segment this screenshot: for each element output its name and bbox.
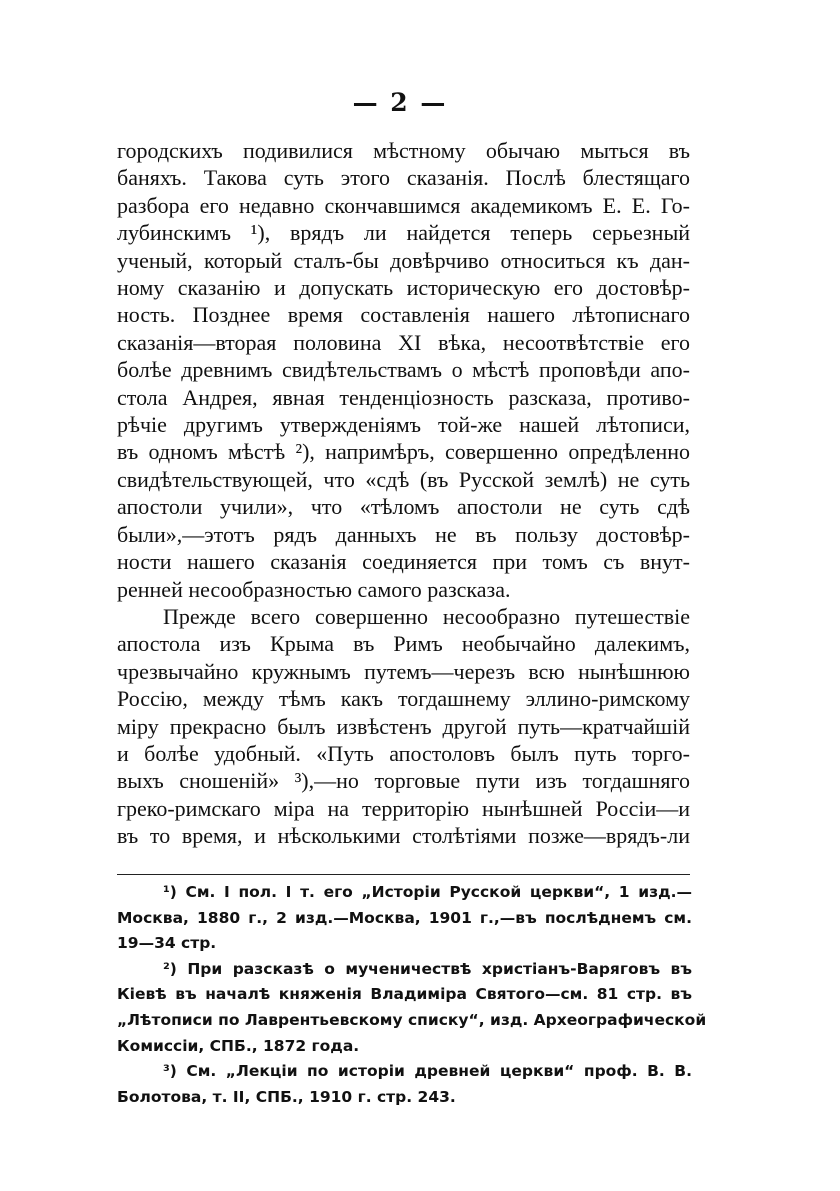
text-line: въ одномъ мѣстѣ ²), напримѣръ, совершенно опредѣленно — [117, 439, 690, 465]
text-line: свидѣтельствующей, что «сдѣ (въ Русской землѣ) не суть — [117, 466, 690, 492]
footnote-line: „Лѣтописи по Лаврентьевскому списку“, изд. Археографической — [117, 1010, 707, 1029]
footnote-divider — [117, 874, 690, 875]
text-line: городскихъ подивилися мѣстному обычаю мыться въ — [117, 138, 690, 163]
text-line: были»,—этотъ рядъ данныхъ не въ пользу достовѣр- — [117, 521, 690, 547]
text-line: ному сказанію и допускать историческую его достовѣр- — [117, 275, 690, 301]
text-line: баняхъ. Такова суть этого сказанія. Послѣ блестящаго — [117, 165, 690, 191]
text-line: выхъ сношеній» ³),—но торговые пути изъ тогдашняго — [117, 768, 690, 794]
text-line: міру прекрасно былъ извѣстенъ другой путь—кратчайшій — [117, 713, 690, 739]
text-line: разбора его недавно скончавшимся академикомъ Е. Е. Го- — [117, 192, 690, 218]
footnote-line: ¹) См. I пол. I т. его „Исторіи Русской церкви“, 1 изд.— — [163, 883, 692, 901]
footnote-line: 19—34 стр. — [117, 934, 217, 953]
page-number: — 2 — — [352, 88, 448, 117]
text-line: лубинскимъ ¹), врядъ ли найдется теперь серьезный — [117, 220, 690, 246]
text-line: апостола изъ Крыма въ Римъ необычайно далекимъ, — [117, 631, 690, 657]
text-line: сказанія—вторая половина XI вѣка, несоотвѣтствіе его — [117, 329, 690, 355]
text-line: ности нашего сказанія соединяется при томъ съ внут- — [117, 549, 690, 575]
footnote-line: Москва, 1880 г., 2 изд.—Москва, 1901 г.,—въ послѣднемъ см. — [117, 908, 692, 927]
footnote-line: Комиссіи, СПБ., 1872 года. — [117, 1036, 360, 1055]
text-line: и болѣе удобный. «Путь апостоловъ былъ путь торго- — [117, 740, 690, 766]
footnote-line: ²) При разсказѣ о мученичествѣ христіанъ-Варяговъ въ — [163, 959, 692, 978]
footnote-line: Кіевѣ въ началѣ княженія Владиміра Святого—см. 81 стр. въ — [117, 985, 692, 1004]
text-line: Прежде всего совершенно несообразно путешествіе — [163, 603, 690, 629]
text-line: ренней несообразностью самого разсказа. — [117, 576, 511, 602]
text-line: ность. Позднее время составленія нашего лѣтописнаго — [117, 302, 690, 328]
text-line: Россію, между тѣмъ какъ тогдашнему эллино-римскому — [117, 686, 690, 712]
footnote-line: Болотова, т. II, СПБ., 1910 г. стр. 243. — [117, 1087, 456, 1106]
text-line: въ то время, и нѣсколькими столѣтіями позже—врядъ-ли — [117, 823, 690, 849]
footnotes — [117, 880, 707, 1110]
text-line: стола Андрея, явная тенденціозность разсказа, противо- — [117, 384, 690, 410]
text-line: ученый, который сталъ-бы довѣрчиво относиться къ дан- — [117, 247, 690, 273]
text-line: греко-римскаго міра на территорію нынѣшней Россіи—и — [117, 795, 690, 821]
footnote-line: ³) См. „Лекціи по исторіи древней церкви“ проф. В. В. — [163, 1062, 692, 1081]
text-line: чрезвычайно кружнымъ путемъ—черезъ всю нынѣшнюю — [117, 658, 690, 684]
main-text — [117, 137, 690, 850]
text-line: рѣчіе другимъ утвержденіямъ той-же нашей лѣтописи, — [117, 412, 690, 438]
text-line: апостоли учили», что «тѣломъ апостоли не суть сдѣ — [117, 494, 690, 520]
text-line: болѣе древнимъ свидѣтельствамъ о мѣстѣ проповѣди апо- — [117, 357, 690, 383]
